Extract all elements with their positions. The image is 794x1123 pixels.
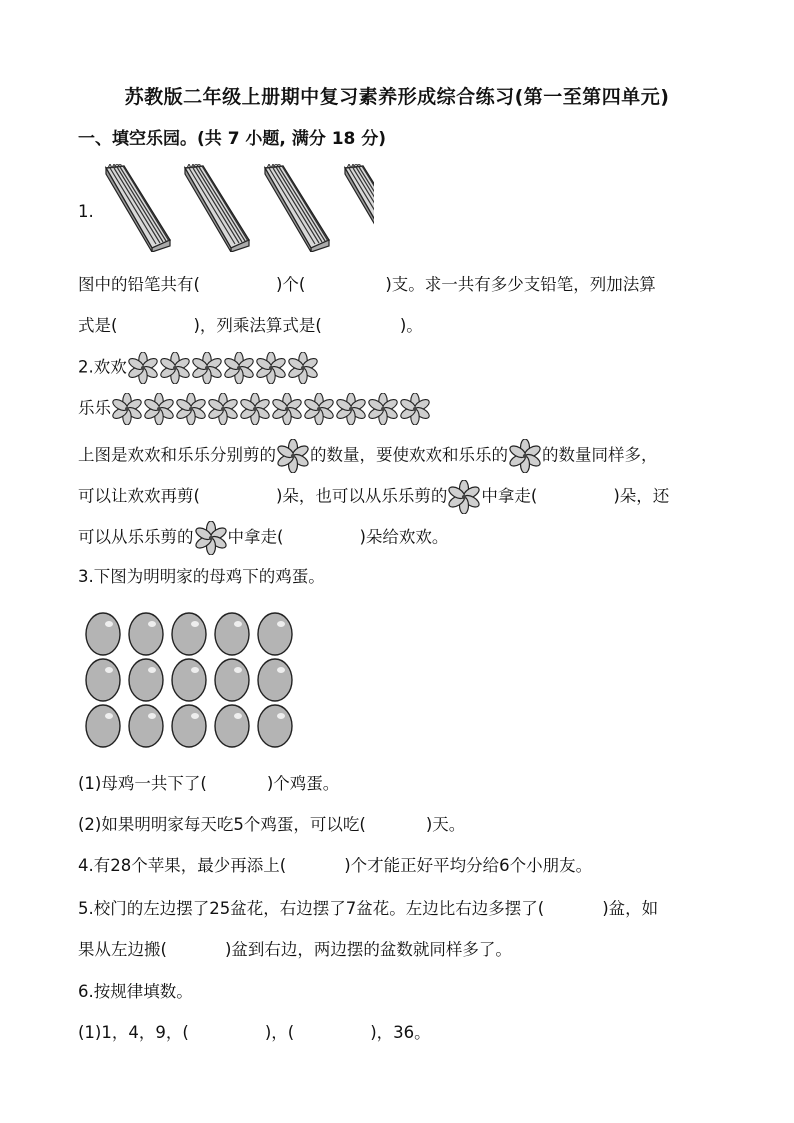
q3-part1: (1)母鸡一共下了( )个鸡蛋。 (78, 774, 340, 793)
page-title: 苏教版二年级上册期中复习素养形成综合练习(第一至第四单元) (124, 86, 670, 108)
flower-icon (223, 358, 255, 377)
pencil-boxes-image (104, 164, 374, 252)
flower-icon (191, 358, 223, 377)
section-heading: 一、填空乐园。(共 7 小题, 满分 18 分) (78, 129, 387, 149)
flower-icon (175, 399, 207, 418)
egg (86, 705, 120, 747)
q1-number: 1. (78, 202, 94, 221)
egg (172, 613, 206, 655)
q5-line2: 果从左边搬( )盆到右边，两边摆的盆数就同样多了。 (78, 940, 512, 959)
egg (215, 659, 249, 701)
egg (258, 705, 292, 747)
flower-icon (143, 399, 175, 418)
flower-icon (194, 528, 228, 547)
egg (258, 613, 292, 655)
flower-icon (287, 358, 319, 377)
egg (215, 613, 249, 655)
flower-icon (271, 399, 303, 418)
flower-icon (303, 399, 335, 418)
q1-line2: 式是( )，列乘法算式是( )。 (78, 316, 423, 335)
egg (172, 659, 206, 701)
q3-part2: (2)如果明明家每天吃5个鸡蛋，可以吃( )天。 (78, 815, 466, 834)
flower-icon (276, 446, 310, 465)
egg (129, 659, 163, 701)
flower-icon (367, 399, 399, 418)
lele-row: 乐乐 (78, 393, 431, 425)
q6-part1: (1)1，4，9，( )，( )，36。 (78, 1023, 431, 1042)
flower-icon (239, 399, 271, 418)
huanhuan-row: 2.欢欢 (78, 352, 319, 384)
q4-line: 4.有28个苹果，最少再添上( )个才能正好平均分给6个小朋友。 (78, 856, 593, 875)
flower-icon (335, 399, 367, 418)
egg (129, 705, 163, 747)
egg (86, 659, 120, 701)
q2-line1: 上图是欢欢和乐乐分别剪的 的数量，要使欢欢和乐乐的 的数量同样多， (78, 439, 658, 473)
egg (215, 705, 249, 747)
flower-icon (159, 358, 191, 377)
huanhuan-flowers (127, 358, 319, 377)
q6-intro: 6.按规律填数。 (78, 982, 193, 1001)
lele-flowers (111, 399, 431, 418)
flower-icon (508, 446, 542, 465)
eggs-image (82, 612, 302, 752)
q2-line3: 可以从乐乐剪的 中拿走( )朵给欢欢。 (78, 521, 448, 555)
pencil-box (106, 164, 170, 252)
q3-intro: 3.下图为明明家的母鸡下的鸡蛋。 (78, 567, 325, 586)
flower-icon (111, 399, 143, 418)
egg (129, 613, 163, 655)
flower-icon (447, 487, 481, 506)
q5-line1: 5.校门的左边摆了25盆花，右边摆了7盆花。左边比右边多摆了( )盆，如 (78, 899, 659, 918)
egg (86, 613, 120, 655)
q1-line1: 图中的铅笔共有( )个( )支。求一共有多少支铅笔，列加法算 (78, 275, 656, 294)
flower-icon (399, 399, 431, 418)
flower-icon (127, 358, 159, 377)
egg (258, 659, 292, 701)
flower-icon (255, 358, 287, 377)
q2-line2: 可以让欢欢再剪( )朵，也可以从乐乐剪的 中拿走( )朵，还 (78, 480, 669, 514)
egg (172, 705, 206, 747)
flower-icon (207, 399, 239, 418)
